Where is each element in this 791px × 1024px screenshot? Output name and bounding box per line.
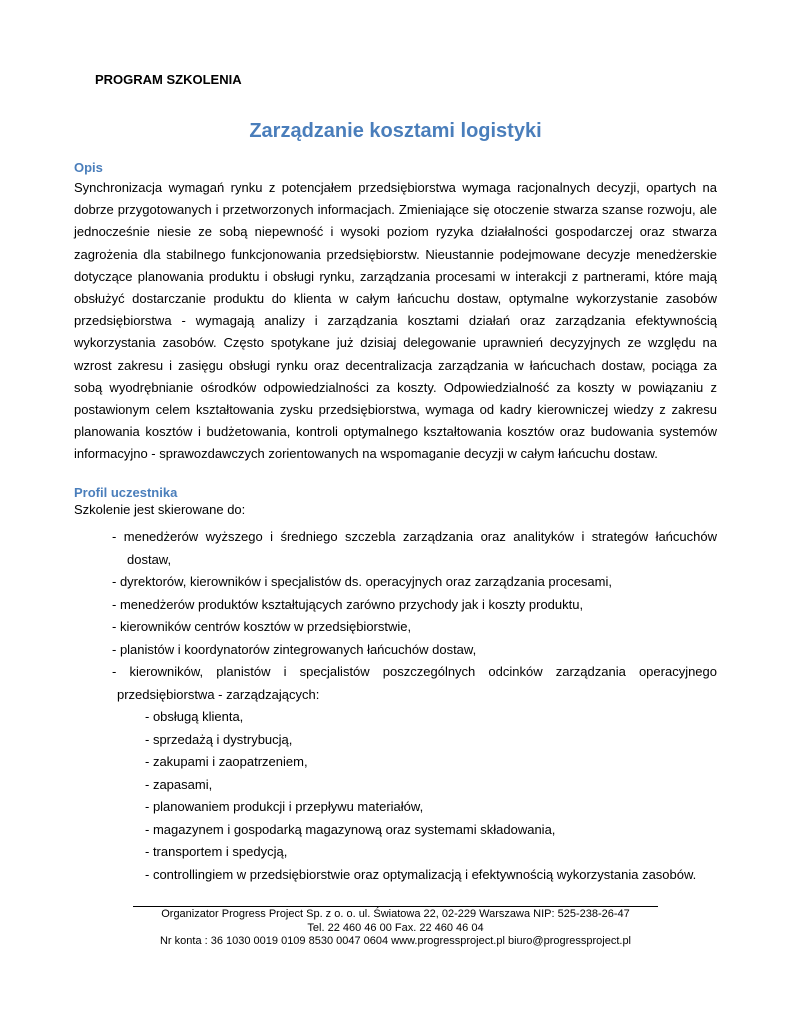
section-heading-profil: Profil uczestnika — [74, 485, 178, 500]
list-item: - kierowników centrów kosztów w przedsiębiorstwie, — [112, 619, 412, 634]
list-item: - planistów i koordynatorów zintegrowanych łańcuchów dostaw, — [112, 641, 477, 657]
sub-list-item: - magazynem i gospodarką magazynową oraz systemami składowania, — [145, 821, 556, 837]
footer-divider — [133, 906, 658, 907]
opis-paragraph: Synchronizacja wymagań rynku z potencjałem przedsiębiorstwa wymaga racjonalnych decyzji, opartych na dobrze przygotowanych i przetworzonych informacjach. Zmieniające się otoczenie stwarza szanse rozwoju, ale jednocześnie niesie ze sobą niepewność i wysoki poziom ryzyka działalności gospodarczej oraz stwarza zagrożenia dla stabilnego funkcjonowania przedsiębiorstw. Nieustannie podejmowane decyzje menedżerskie dotyczące planowania produktu i obsługi rynku, zarządzania procesami w interakcji z partnerami, które mają obsłużyć dostarczanie produktu do klienta w całym łańcuchu dostaw, optymalne wykorzystanie zasobów przedsiębiorstwa - wymagają analizy i zarządzania kosztami działań oraz zarządzania efektywnością wykorzystania zasobów. Często spotykane już dzisiaj delegowanie uprawnień decyzyjnych ze względu na wzrost zakresu i zasięgu obsługi rynku oraz decentralizacja zarządzania w łańcuchach dostaw, pociąga za sobą wyodrębnianie ośrodków odpowiedzialności za koszty. Odpowiedzialność za koszty w powiązaniu z postawionym celem kształtowania zysku przedsiębiorstwa, wymaga od kadry kierowniczej wiedzy z zakresu planowania kosztów i budżetowania, kontroli optymalnego kształtowania kosztów oraz budowania systemów informacyjno - sprawozdawczych zorientowanych na wspomaganie decyzji w całym łańcuchu dostaw. — [74, 180, 717, 462]
section-heading-opis: Opis — [74, 160, 103, 175]
page-title: Zarządzanie kosztami logistyki — [249, 120, 542, 142]
sub-list-item: - planowaniem produkcji i przepływu materiałów, — [145, 799, 424, 814]
profil-intro: Szkolenie jest skierowane do: — [74, 502, 246, 517]
list-item: - menedżerów wyższego i średniego szczebla zarządzania oraz analityków i strategów łańcuchów dostaw, — [112, 529, 717, 567]
footer-account: Nr konta : 36 1030 0019 0109 8530 0047 0604 www.progressproject.pl biuro@progressproject.pl — [159, 935, 632, 947]
sub-list-item: - transportem i spedycją, — [145, 844, 288, 859]
sub-list-item: - obsługą klienta, — [145, 709, 244, 724]
sub-list-item: - sprzedażą i dystrybucją, — [145, 731, 293, 747]
sub-list-item: - controllingiem w przedsiębiorstwie oraz optymalizacją i efektywnością wykorzystania zasobów. — [145, 866, 697, 882]
program-label: PROGRAM SZKOLENIA — [95, 72, 242, 87]
footer-organizer: Organizator Progress Project Sp. z o. o. ul. Światowa 22, 02-229 Warszawa NIP: 525-238-26-47 — [161, 908, 630, 920]
list-item: - kierowników, planistów i specjalistów poszczególnych odcinków zarządzania operacyjnego przedsiębiorstwa - zarządzających: — [112, 664, 717, 702]
sub-list-item: - zapasami, — [145, 776, 213, 792]
participant-list — [0, 526, 791, 886]
footer-phone: Tel. 22 460 46 00 Fax. 22 460 46 04 — [307, 921, 484, 934]
list-item: - dyrektorów, kierowników i specjalistów ds. operacyjnych oraz zarządzania procesami, — [112, 574, 612, 589]
footer — [133, 908, 658, 949]
list-item: - menedżerów produktów kształtujących zarówno przychody jak i koszty produktu, — [112, 596, 584, 612]
sub-list-item: - zakupami i zaopatrzeniem, — [145, 754, 308, 769]
